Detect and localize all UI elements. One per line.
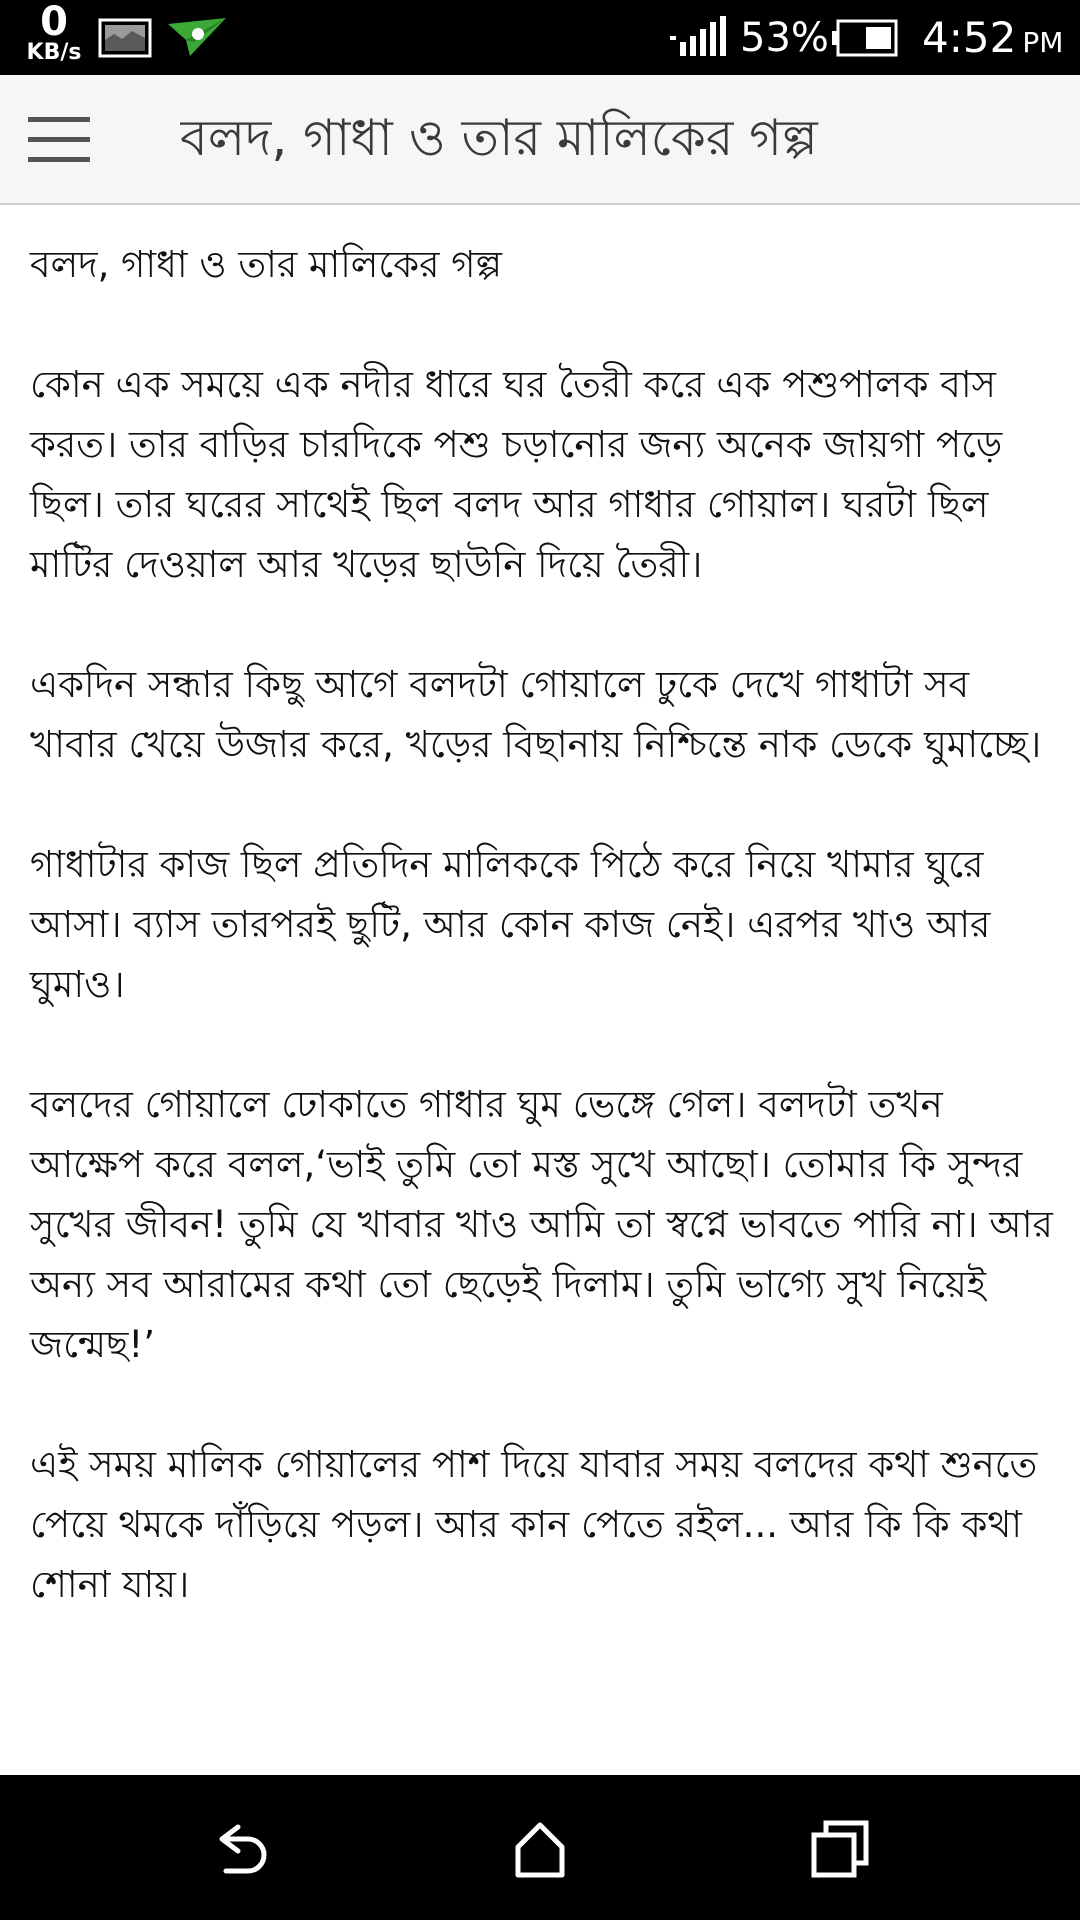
gallery-icon [98, 18, 152, 58]
back-icon[interactable] [208, 1817, 272, 1881]
clock-time: 4:52 [922, 13, 1017, 62]
page-title: বলদ, গাধা ও তার মালিকের গল্প [180, 109, 818, 167]
network-speed-value: 0 [40, 0, 68, 45]
article-body [0, 205, 1080, 1615]
article-paragraph: এই সময় মালিক গোয়ালের পাশ দিয়ে যাবার সময় বলদের কথা শুনতে পেয়ে থমকে দাঁড়িয়ে পড়ল। আর কান পেতে রইল... আর কি কি কথা শোনা যায়। [30, 1443, 1038, 1606]
battery-percent: 53% [740, 15, 829, 61]
app-bar [0, 75, 1080, 205]
home-icon[interactable] [508, 1817, 572, 1881]
clock-ampm: PM [1022, 26, 1064, 59]
hamburger-menu-icon[interactable] [28, 117, 90, 163]
article-paragraph: একদিন সন্ধার কিছু আগে বলদটা গোয়ালে ঢুকে দেখে গাধাটা সব খাবার খেয়ে উজার করে, খড়ের বিছানায় নিশ্চিন্তে নাক ডেকে ঘুমাচ্ছে। [30, 663, 1042, 766]
article-scroll-view[interactable] [0, 205, 1080, 1775]
article-paragraph: কোন এক সময়ে এক নদীর ধারে ঘর তৈরী করে এক পশুপালক বাস করত। তার বাড়ির চারদিকে পশু চড়ানোর জন্য অনেক জায়গা পড়ে ছিল। তার ঘরের সাথেই ছিল বলদ আর গাধার গোয়াল। ঘরটা ছিল মাটির দেওয়াল আর খড়ের ছাউনি দিয়ে তৈরী। [30, 363, 1003, 586]
article-paragraph: বলদের গোয়ালে ঢোকাতে গাধার ঘুম ভেঙ্গে গেল। বলদটা তখন আক্ষেপ করে বলল,‘ভাই তুমি তো মস্ত সুখে আছো। তোমার কি সুন্দর সুখের জীবন! তুমি যে খাবার খাও আমি তা স্বপ্নে ভাবতে পারি না। আর অন্য সব আরামের কথা তো ছেড়েই দিলাম। তুমি ভাগ্যে সুখ নিয়েই জন্মেছ!’ [30, 1083, 1053, 1366]
battery-icon [832, 18, 902, 58]
article-paragraph: গাধাটার কাজ ছিল প্রতিদিন মালিককে পিঠে করে নিয়ে খামার ঘুরে আসা। ব্যাস তারপরই ছুটি, আর কোন কাজ নেই। এরপর খাও আর ঘুমাও। [30, 843, 991, 1006]
article-heading: বলদ, গাধা ও তার মালিকের গল্প [30, 243, 502, 286]
status-bar [0, 0, 1080, 75]
network-speed-indicator [20, 2, 88, 64]
network-speed-unit: KB/s [26, 40, 82, 65]
recent-apps-icon[interactable] [808, 1817, 872, 1881]
status-clock [922, 14, 1063, 67]
signal-icon [668, 16, 728, 58]
paper-plane-icon [166, 16, 228, 58]
navigation-bar [0, 1775, 1080, 1920]
